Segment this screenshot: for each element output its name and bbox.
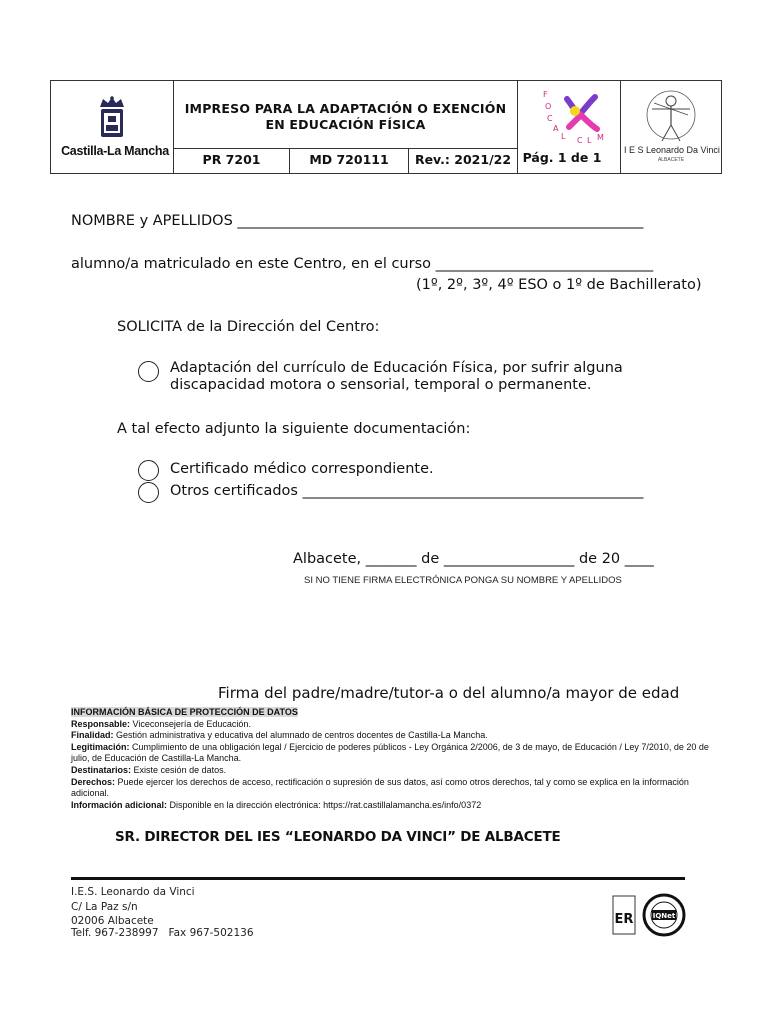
school-logo-text: I E S Leonardo Da Vinci [624, 145, 720, 155]
derechos-value: Puede ejercer los derechos de acceso, rectificación o supresión de sus datos, así como otros derechos, tal y como se explica en la información adicional. [71, 776, 689, 799]
code-rev: Rev.: 2021/22 [414, 152, 512, 167]
option-adaptation-line1: Adaptación del currículo de Educación Física, por sufrir alguna [170, 360, 623, 376]
iqnet-logo [642, 893, 686, 937]
footer-address: C/ La Paz s/n [71, 901, 138, 913]
other-certificates-checkbox[interactable] [138, 482, 159, 503]
school-logo [624, 85, 718, 169]
svg-text:O: O [545, 102, 552, 111]
name-field[interactable]: NOMBRE y APELLIDOS ________________________________________________________ [71, 213, 644, 229]
docs-label: A tal efecto adjunto la siguiente documentación: [117, 421, 471, 437]
legitimacion-value: Cumplimiento de una obligación legal / Ejercicio de poderes públicos - Ley Orgánica 2/2006, de 3 de mayo, de Educación / Ley 7/2010, de 20 de julio, de Educación de Castilla-La Mancha. [71, 741, 709, 764]
data-protection-heading: INFORMACIÓN BÁSICA DE PROTECCIÓN DE DATOS [71, 707, 298, 717]
doc-medical-certificate: Certificado médico correspondiente. [170, 461, 434, 477]
footer-postal: 02006 Albacete [71, 915, 154, 927]
svg-text:L: L [587, 136, 592, 145]
footer-divider [71, 877, 685, 880]
request-label: SOLICITA de la Dirección del Centro: [117, 319, 380, 335]
addressee: SR. DIRECTOR DEL IES “LEONARDO DA VINCI” DE ALBACETE [115, 829, 561, 845]
document-header [50, 80, 722, 174]
org-name: Castilla-La Mancha [61, 144, 169, 158]
code-pr: PR 7201 [202, 152, 261, 167]
finalidad-label: Finalidad: [71, 730, 114, 741]
svg-text:C: C [577, 136, 583, 145]
signature-label: Firma del padre/madre/tutor-a o del alumno/a mayor de edad [218, 684, 680, 702]
aenor-er-logo [612, 895, 636, 935]
svg-text:L: L [561, 132, 566, 141]
medical-certificate-checkbox[interactable] [138, 460, 159, 481]
code-page: Pág. 1 de 1 [522, 150, 602, 165]
school-logo-sub: ALBACETE [657, 157, 685, 163]
derechos-label: Derechos: [71, 776, 116, 787]
svg-text:F: F [543, 90, 548, 99]
adaptation-radio[interactable] [138, 361, 159, 382]
er-logo-text: ER [614, 912, 634, 927]
focal-logo [539, 85, 609, 149]
responsable-label: Responsable: [71, 718, 131, 729]
course-field[interactable]: alumno/a matriculado en este Centro, en el curso ______________________________ [71, 256, 654, 272]
footer-phone: Telf. 967-238997 Fax 967-502136 [71, 927, 254, 939]
adicional-value: Disponible en la dirección electrónica: https://rat.castillalamancha.es/info/0372 [169, 799, 482, 810]
code-md: MD 720111 [309, 152, 389, 167]
responsable-value: Viceconsejería de Educación. [132, 718, 251, 729]
signature-note: SI NO TIENE FIRMA ELECTRÓNICA PONGA SU NOMBRE Y APELLIDOS [304, 575, 622, 586]
data-protection-block [71, 707, 711, 811]
doc-other-certificates[interactable]: Otros certificados _______________________________________________ [170, 483, 644, 499]
svg-text:C: C [547, 114, 553, 123]
footer-school-name: I.E.S. Leonardo da Vinci [71, 886, 195, 898]
castilla-la-mancha-logo [95, 95, 129, 145]
destinatarios-label: Destinatarios: [71, 764, 132, 775]
destinatarios-value: Existe cesión de datos. [133, 764, 227, 775]
legitimacion-label: Legitimación: [71, 741, 130, 752]
svg-text:A: A [553, 124, 559, 133]
place-date-field[interactable]: Albacete, _______ de __________________ de 20 ____ [293, 551, 654, 567]
svg-text:M: M [597, 133, 604, 142]
iqnet-logo-text: IQNet [652, 912, 676, 920]
adicional-label: Información adicional: [71, 799, 168, 810]
option-adaptation-line2: discapacidad motora o sensorial, temporal o permanente. [170, 377, 592, 393]
form-title: IMPRESO PARA LA ADAPTACIÓN O EXENCIÓN EN EDUCACIÓN FÍSICA [184, 101, 507, 132]
finalidad-value: Gestión administrativa y educativa del alumnado de centros docentes de Castilla-La Mancha. [116, 730, 488, 741]
course-hint: (1º, 2º, 3º, 4º ESO o 1º de Bachillerato) [416, 277, 702, 293]
